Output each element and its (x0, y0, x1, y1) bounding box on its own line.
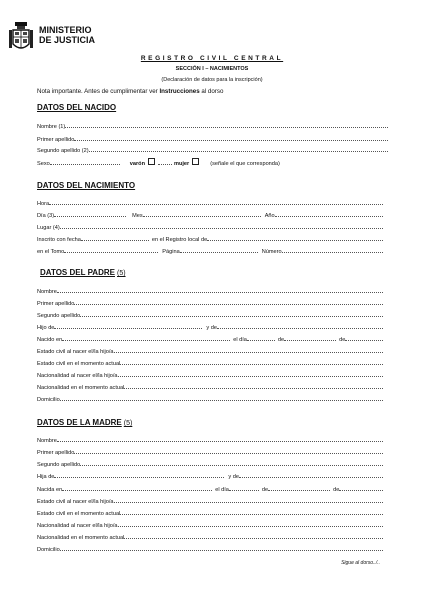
checkbox-varon[interactable] (148, 158, 155, 165)
label-tomo: en el Tomo (37, 249, 65, 255)
row-padre-segundo-apellido (37, 312, 383, 319)
input-madre-hija-de[interactable] (54, 473, 224, 478)
input-padre-estado-actual[interactable] (120, 360, 383, 365)
row-madre-hija-de (37, 473, 383, 480)
row-inscrito (37, 236, 383, 243)
input-pagina[interactable] (180, 248, 258, 253)
row-madre-primer-apellido (37, 449, 383, 456)
row-padre-estado-nacer (37, 348, 383, 355)
input-madre-y-de[interactable] (239, 473, 383, 478)
heading-madre-note: (5) (123, 420, 133, 427)
input-lugar[interactable] (60, 224, 383, 229)
label-madre-primer-apellido: Primer apellido (37, 450, 75, 456)
checkbox-mujer[interactable] (192, 158, 199, 165)
input-madre-nacida-en[interactable] (62, 486, 212, 491)
label-madre-de-1: de (261, 487, 269, 493)
input-madre-mes[interactable] (268, 486, 330, 491)
row-madre-nombre (37, 437, 383, 444)
row-nombre (37, 123, 388, 130)
label-padre-nac-actual: Nacionalidad en el momento actual (37, 385, 125, 391)
row-lugar (37, 224, 383, 231)
label-madre-nombre: Nombre (37, 438, 57, 444)
input-madre-ano[interactable] (339, 486, 383, 491)
row-segundo-apellido (37, 147, 388, 154)
heading-nacido: DATOS DEL NACIDO (37, 103, 117, 112)
row-padre-domicilio (37, 396, 383, 403)
label-padre-hijo-de: Hijo de (37, 325, 55, 331)
label-registro-local: en el Registro local de (151, 237, 208, 243)
row-sexo (37, 158, 367, 167)
input-hora[interactable] (49, 200, 383, 205)
heading-padre-text: DATOS DEL PADRE (40, 268, 115, 277)
row-madre-nac-nacer (37, 522, 383, 529)
label-padre-y-de: y de (206, 325, 217, 331)
input-madre-nac-actual[interactable] (124, 534, 383, 539)
input-segundo-apellido[interactable] (89, 147, 388, 152)
input-mes[interactable] (143, 212, 261, 217)
label-padre-de-2: de (339, 337, 346, 343)
label-padre-estado-actual: Estado civil en el momento actual (37, 361, 121, 367)
label-mes: Mes (132, 213, 143, 219)
label-padre-nacido-en: Nacido en (37, 337, 63, 343)
label-padre-nac-nacer: Nacionalidad al nacer el/la hijo/a (37, 373, 118, 379)
input-padre-y-de[interactable] (217, 324, 383, 329)
label-pagina: Página (162, 249, 180, 255)
label-inscrito: Inscrito con fecha (37, 237, 81, 243)
label-padre-primer-apellido: Primer apellido (37, 301, 75, 307)
label-madre-estado-actual: Estado civil en el momento actual (37, 511, 121, 517)
input-padre-nacido-en[interactable] (62, 336, 230, 341)
row-padre-hijo-de (37, 324, 383, 331)
input-padre-segundo-apellido[interactable] (80, 312, 383, 317)
row-hora (37, 200, 383, 207)
input-padre-hijo-de[interactable] (54, 324, 202, 329)
label-madre-nac-nacer: Nacionalidad al nacer el/la hijo/a (37, 523, 118, 529)
label-madre-segundo-apellido: Segundo apellido (37, 462, 81, 468)
input-registro-local[interactable] (207, 236, 383, 241)
input-madre-nac-nacer[interactable] (118, 522, 383, 527)
row-fecha-nacimiento (37, 212, 383, 219)
input-madre-segundo-apellido[interactable] (80, 461, 383, 466)
label-madre-el-dia: el día (215, 487, 229, 493)
section-subtitle: (Declaración de datos para la inscripción) (161, 77, 263, 83)
input-ano[interactable] (275, 212, 383, 217)
label-nombre: Nombre (1) (37, 124, 66, 130)
label-sexo: Sexo (37, 161, 50, 167)
input-nombre[interactable] (65, 123, 388, 128)
input-madre-domicilio[interactable] (60, 546, 383, 551)
label-numero: Número (261, 249, 282, 255)
section-title: SECCIÓN I – NACIMIENTOS (175, 66, 249, 72)
row-madre-estado-actual (37, 510, 383, 517)
input-madre-estado-nacer[interactable] (114, 498, 384, 503)
label-mujer: mujer (173, 161, 190, 167)
heading-madre-text: DATOS DE LA MADRE (37, 418, 122, 427)
form-title: REGISTRO CIVIL CENTRAL (140, 55, 284, 62)
coat-of-arms-icon (9, 22, 33, 54)
continues-overleaf-note: Sigue al dorso../.. (341, 560, 380, 566)
label-madre-domicilio: Domicilio (37, 547, 60, 553)
label-primer-apellido: Primer apellido (37, 137, 75, 143)
input-padre-nac-actual[interactable] (124, 384, 383, 389)
row-padre-estado-actual (37, 360, 383, 367)
row-madre-nac-actual (37, 534, 383, 541)
row-madre-segundo-apellido (37, 461, 383, 468)
label-madre-y-de: y de (228, 474, 239, 480)
heading-nacimiento: DATOS DEL NACIMIENTO (37, 181, 136, 190)
row-madre-nacida-en (37, 486, 383, 493)
input-padre-nombre[interactable] (57, 288, 383, 293)
sexo-note: (señale el que corresponda) (210, 161, 280, 167)
input-madre-estado-actual[interactable] (120, 510, 383, 515)
input-padre-dia[interactable] (247, 336, 275, 341)
label-madre-estado-nacer: Estado civil al nacer el/la hijo/a (37, 499, 114, 505)
ministry-name (39, 25, 129, 45)
label-padre-de-1: de (277, 337, 285, 343)
label-padre-el-dia: el día (233, 337, 247, 343)
row-padre-nombre (37, 288, 383, 295)
input-primer-apellido[interactable] (74, 136, 388, 141)
label-madre-nacida-en: Nacida en (37, 487, 63, 493)
row-padre-nac-actual (37, 384, 383, 391)
label-padre-nombre: Nombre (37, 289, 57, 295)
input-padre-nac-nacer[interactable] (118, 372, 383, 377)
label-madre-nac-actual: Nacionalidad en el momento actual (37, 535, 125, 541)
label-segundo-apellido: Segundo apellido (2) (37, 148, 89, 154)
row-primer-apellido (37, 136, 388, 143)
row-padre-nac-nacer (37, 372, 383, 379)
label-hora: Hora (37, 201, 50, 207)
heading-padre (40, 268, 126, 277)
row-tomo (37, 248, 383, 255)
input-madre-nombre[interactable] (57, 437, 383, 442)
input-numero[interactable] (282, 248, 383, 253)
input-dia[interactable] (54, 212, 126, 217)
heading-padre-note: (5) (116, 270, 126, 277)
important-note (37, 88, 223, 95)
input-padre-estado-nacer[interactable] (114, 348, 384, 353)
sexo-dots (50, 160, 120, 165)
row-madre-estado-nacer (37, 498, 383, 505)
input-padre-mes[interactable] (284, 336, 336, 341)
note-prefix: Nota importante. Antes de cumplimentar ver (37, 88, 160, 95)
input-padre-primer-apellido[interactable] (74, 300, 383, 305)
ministry-line-1: MINISTERIO (39, 25, 92, 35)
label-madre-de-2: de (333, 487, 340, 493)
label-padre-estado-nacer: Estado civil al nacer el/la hijo/a (37, 349, 114, 355)
label-dia: Día (3) (37, 213, 55, 219)
input-padre-ano[interactable] (345, 336, 383, 341)
row-padre-primer-apellido (37, 300, 383, 307)
heading-madre (37, 418, 132, 427)
label-madre-hija-de: Hija de (37, 474, 55, 480)
input-padre-domicilio[interactable] (60, 396, 383, 401)
label-lugar: Lugar (4) (37, 225, 60, 231)
note-instructions: Instrucciones (159, 88, 200, 95)
row-padre-nacido-en (37, 336, 383, 343)
input-inscrito-fecha[interactable] (81, 236, 149, 241)
mujer-dots (158, 160, 172, 165)
input-tomo[interactable] (64, 248, 158, 253)
label-padre-segundo-apellido: Segundo apellido (37, 313, 81, 319)
label-padre-domicilio: Domicilio (37, 397, 60, 403)
ministry-line-2: DE JUSTICIA (39, 35, 96, 45)
input-madre-dia[interactable] (229, 486, 259, 491)
input-madre-primer-apellido[interactable] (74, 449, 383, 454)
row-madre-domicilio (37, 546, 383, 553)
label-varon: varón (129, 161, 145, 167)
label-ano: Año (264, 213, 275, 219)
note-suffix: al dorso (199, 88, 224, 95)
